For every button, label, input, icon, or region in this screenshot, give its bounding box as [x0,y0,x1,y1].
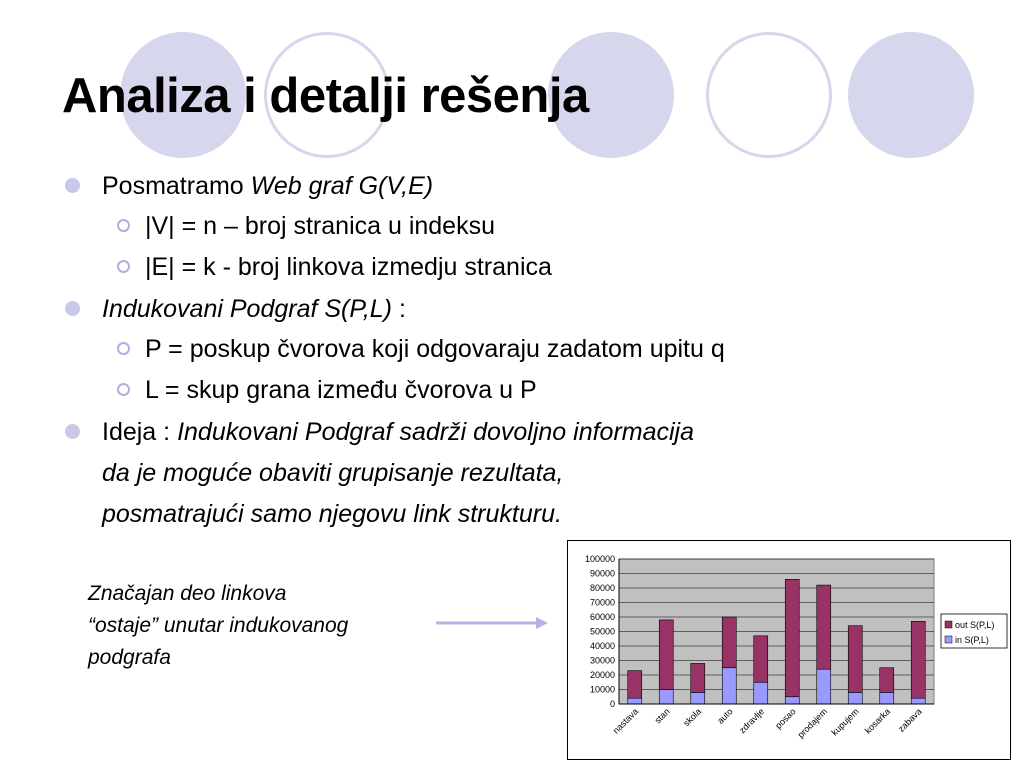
bullet-text: Indukovani Podgraf S(P,L) [102,295,393,323]
slide-title: Analiza i detalji rešenja [62,69,589,123]
y-tick-label: 30000 [589,655,615,666]
bullet-text: : [392,295,406,323]
y-tick-label: 100000 [584,554,615,564]
y-tick-label: 10000 [589,684,615,695]
bar-chart [568,541,1010,759]
bullet-text: |V| = n – broj stranica u indeksu [145,212,495,240]
bar-out-prodajem [817,585,831,669]
bullet-line [102,417,694,447]
x-tick-label: stan [652,706,672,726]
x-tick-label: posao [773,706,798,731]
bar-in-nastava [628,698,642,704]
bar-out-zdravlje [754,636,768,682]
x-tick-label: zabava [896,706,924,734]
bar-out-posao [785,579,799,696]
bullet-dot-icon [65,301,80,316]
decor-circle-5 [848,32,974,158]
y-tick-label: 40000 [589,641,615,651]
bar-in-kupujem [848,692,862,704]
bar-out-zabava [911,621,925,698]
x-tick-label: skola [681,706,704,729]
y-tick-label: 60000 [589,612,615,622]
bullet-line [102,171,433,201]
y-tick-label: 50000 [589,626,615,637]
bullet-text: Web graf G(V,E) [250,172,434,200]
side-note-line: “ostaje” unutar indukovanog [88,614,349,637]
bullet-line [145,334,725,364]
bar-in-auto [722,668,736,704]
legend-swatch [945,621,952,628]
y-tick-label: 70000 [589,597,615,608]
bullet-text: posmatrajući samo njegovu link strukturu. [102,500,562,528]
chart-frame [567,540,1011,760]
bullet-line [145,375,537,405]
bullet-line [145,211,495,241]
y-tick-label: 20000 [589,670,615,680]
legend-label: in S(P,L) [955,635,989,645]
y-tick-label: 80000 [589,583,615,593]
bar-in-posao [785,697,799,704]
x-tick-label: kosarka [862,706,893,736]
bar-in-zabava [911,698,925,704]
bullet-line [145,252,552,282]
decor-circle-4 [706,32,832,158]
x-tick-label: auto [715,706,735,726]
bullet-text: |E| = k - broj linkova izmedju stranica [145,253,552,281]
x-tick-label: zdravlje [737,706,767,736]
sub-bullet-ring-icon [117,219,130,232]
bar-out-auto [722,617,736,668]
x-tick-label: prodajem [795,706,830,740]
bullet-line [102,458,563,488]
bullet-text: Ideja : [102,418,178,446]
arrow-icon [434,613,554,633]
legend-label: out S(P,L) [955,620,995,630]
bullet-line [102,499,562,529]
bullet-text: L = skup grana između čvorova u P [145,376,537,404]
bar-in-kosarka [880,692,894,704]
x-tick-label: nastava [610,706,641,736]
bar-in-prodajem [817,669,831,704]
bar-out-kosarka [880,668,894,693]
side-note-line: podgrafa [88,646,171,669]
x-tick-label: kupujem [829,706,861,738]
bar-out-skola [691,663,705,692]
y-tick-label: 90000 [589,568,615,579]
y-tick-label: 0 [609,699,615,709]
bar-out-stan [659,620,673,690]
bar-out-nastava [628,671,642,699]
sub-bullet-ring-icon [117,342,130,355]
bullet-text: da je moguće obaviti grupisanje rezultata, [102,459,564,487]
bullet-text: Indukovani Podgraf sadrži dovoljno informacija [177,418,695,446]
side-note-line: Značajan deo linkova [88,582,287,605]
bar-in-skola [691,692,705,704]
legend-swatch [945,636,952,643]
side-note [88,578,348,674]
bullet-dot-icon [65,178,80,193]
sub-bullet-ring-icon [117,260,130,273]
bullet-dot-icon [65,424,80,439]
bullet-line [102,294,406,324]
bar-in-stan [659,690,673,705]
bar-in-zdravlje [754,682,768,704]
bullet-text: Posmatramo [102,172,251,200]
bar-out-kupujem [848,626,862,693]
sub-bullet-ring-icon [117,383,130,396]
bullet-text: P = poskup čvorova koji odgovaraju zadatom upitu q [145,335,725,363]
